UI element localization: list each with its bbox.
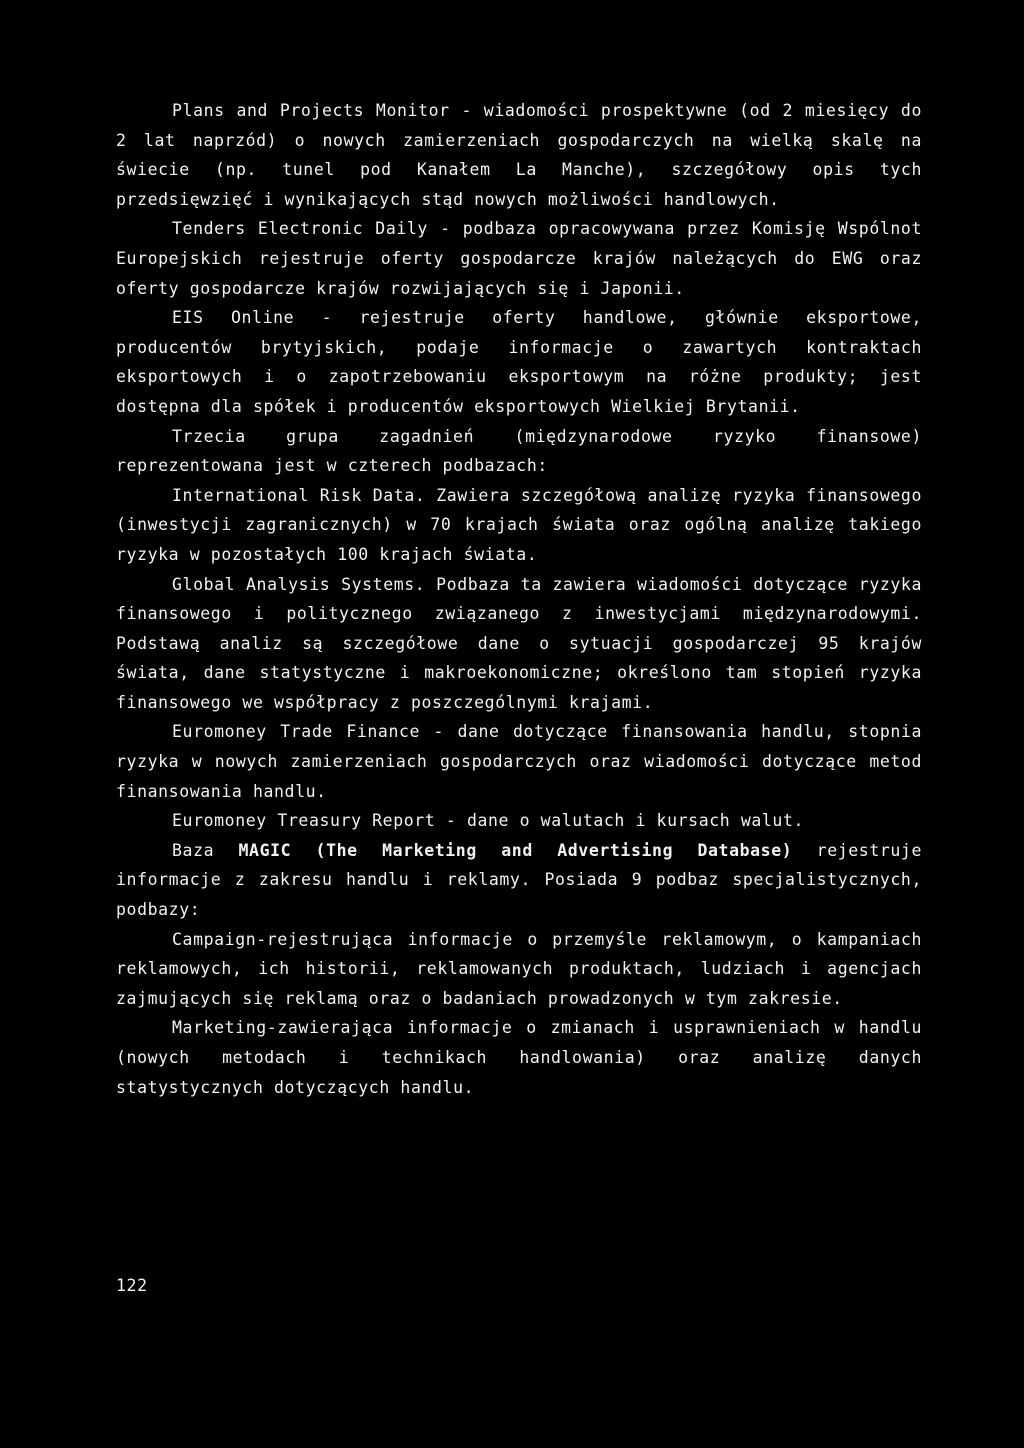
paragraph-marketing: Marketing-zawierająca informacje o zmianach i usprawnieniach w handlu (nowych metodach i technikach handlowania) oraz analizę danych statystycznych dotyczących handlu. [116,1018,922,1097]
paragraph-tenders-electronic-daily: Tenders Electronic Daily - podbaza opracowywana przez Komisję Wspólnot Europejskich rejestruje oferty gospodarcze krajów należących do EWG oraz oferty gospodarcze krajów rozwijających się i Japonii. [116,219,922,298]
magic-database-name: MAGIC (The Marketing and Advertising Database) [238,840,793,860]
paragraph-eis-online: EIS Online - rejestruje oferty handlowe, głównie eksportowe, producentów brytyjskich, podaje informacje o zawartych kontraktach eksportowych i o zapotrzebowaniu eksportowym na różne produkty; jest dostępna dla spółek i producentów eksportowych Wielkiej Brytanii. [116,308,922,416]
magic-prefix: Baza [172,840,239,860]
page-number: 122 [116,1276,148,1295]
paragraph-plans-and-projects-monitor: Plans and Projects Monitor - wiadomości prospektywne (od 2 miesięcy do 2 lat naprzód) o nowych zamierzeniach gospodarczych na wielką skalę na świecie (np. tunel pod Kanałem La Manche), szczegółowy opis tych przedsięwzięć i wynikających stąd nowych możliwości handlowych. [116,101,922,209]
paragraph-euromoney-trade-finance: Euromoney Trade Finance - dane dotyczące finansowania handlu, stopnia ryzyka w nowych zamierzeniach gospodarczych oraz wiadomości dotyczące metod finansowania handlu. [116,722,922,801]
paragraph-euromoney-treasury-report: Euromoney Treasury Report - dane o walutach i kursach walut. [172,811,805,831]
paragraph-international-risk-data: International Risk Data. Zawiera szczegółową analizę ryzyka finansowego (inwestycji zagranicznych) w 70 krajach świata oraz ogólną analizę takiego ryzyka w pozostałych 100 krajach świata. [116,485,922,564]
magic-suffix: rejestruje informacje z zakresu handlu i reklamy. Posiada 9 podbaz specjalistycznych, podbazy: [116,840,922,920]
paragraph-third-group: Trzecia grupa zagadnień (międzynarodowe ryzyko finansowe) reprezentowana jest w czterech podbazach: [116,426,922,476]
body-text [116,96,922,1102]
paragraph-global-analysis-systems: Global Analysis Systems. Podbaza ta zawiera wiadomości dotyczące ryzyka finansowego i politycznego związanego z inwestycjami międzynarodowymi. Podstawą analiz są szczegółowe dane o sytuacji gospodarczej 95 krajów świata, dane statystyczne i makroekonomiczne; określono tam stopień ryzyka finansowego we współpracy z poszczególnymi krajami. [116,574,922,712]
paragraph-campaign: Campaign-rejestrująca informacje o przemyśle reklamowym, o kampaniach reklamowych, ich historii, reklamowanych produktach, ludziach i agencjach zajmujących się reklamą oraz o badaniach prowadzonych w tym zakresie. [116,929,922,1008]
paragraph-magic-database [116,836,922,925]
